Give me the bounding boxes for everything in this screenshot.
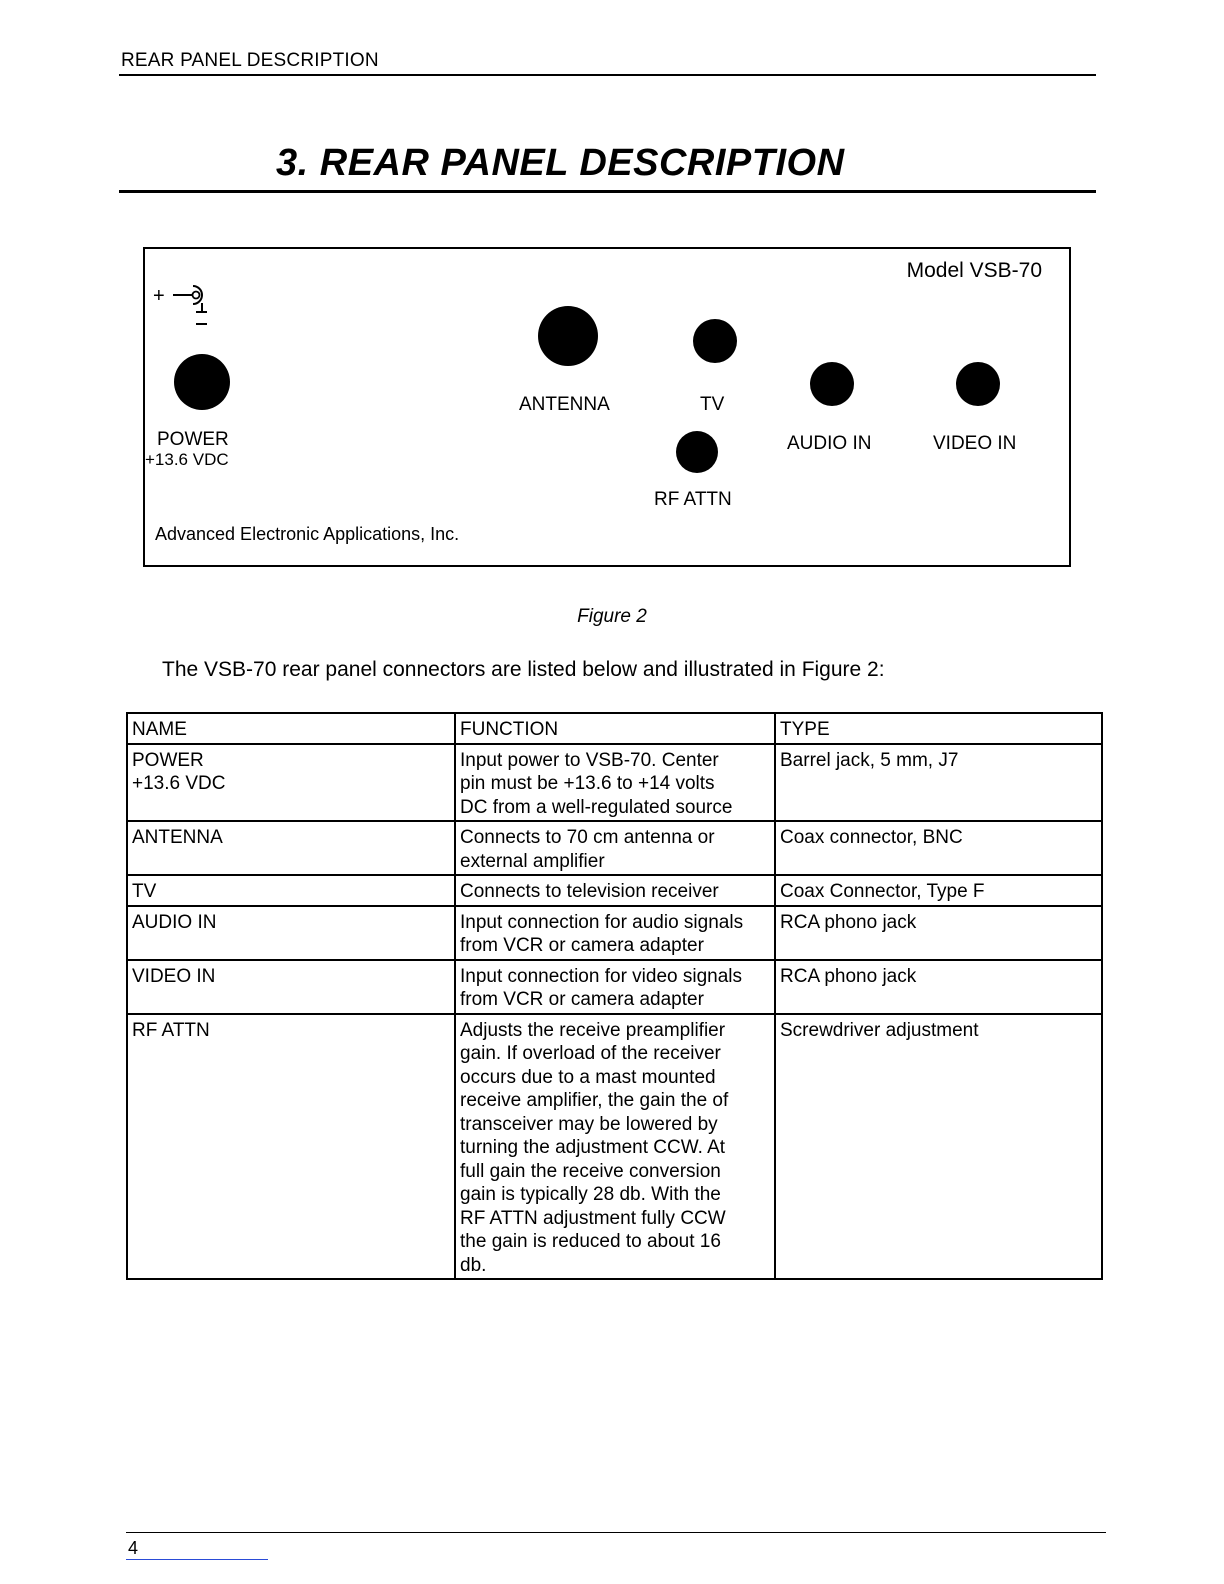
cell-type — [775, 875, 1102, 906]
cell-line: +13.6 VDC — [132, 773, 226, 794]
cell-line: turning the adjustment CCW. At — [460, 1137, 726, 1158]
footer-rule — [126, 1532, 1106, 1533]
cell-line: gain. If overload of the receiver — [460, 1043, 721, 1064]
table-row — [127, 821, 1102, 875]
company-label: Advanced Electronic Applications, Inc. — [155, 524, 460, 544]
cell-line: POWER — [132, 749, 204, 771]
figure-caption: Figure 2 — [577, 606, 647, 627]
cell-function — [455, 821, 775, 875]
cell-line: VIDEO IN — [132, 965, 216, 987]
cell-line: gain is typically 28 db. With the — [460, 1184, 721, 1205]
cell-name — [127, 906, 455, 960]
table-row — [127, 744, 1102, 822]
table-row — [127, 960, 1102, 1014]
cell-line: DC from a well-regulated source — [460, 796, 733, 818]
cell-line: Input power to VSB-70. Center — [460, 749, 719, 771]
cell-line: Input connection for audio signals — [460, 911, 744, 933]
cell-line: from VCR or camera adapter — [460, 989, 704, 1010]
cell-line: Coax Connector, Type F — [780, 881, 985, 902]
rf-attn-label: RF ATTN — [654, 489, 732, 510]
cell-line: external amplifier — [460, 850, 605, 872]
tv-connector — [693, 319, 737, 363]
connector-table — [126, 712, 1103, 1280]
title-rule — [119, 190, 1096, 193]
page-number-underline — [126, 1559, 268, 1560]
power-polarity-icon — [169, 279, 219, 329]
cell-line: Connects to 70 cm antenna or — [460, 827, 715, 848]
cell-name — [127, 875, 455, 906]
cell-line: TV — [132, 881, 157, 902]
cell-type — [775, 744, 1102, 822]
power-label: POWER — [157, 429, 229, 450]
table-row — [127, 1014, 1102, 1280]
antenna-connector — [538, 306, 598, 366]
cell-line: the gain is reduced to about 16 — [460, 1231, 721, 1252]
cell-name — [127, 960, 455, 1014]
cell-line: receive amplifier, the gain the of — [460, 1090, 729, 1111]
header-type: TYPE — [775, 713, 1102, 744]
cell-type — [775, 960, 1102, 1014]
header-name: NAME — [127, 713, 455, 744]
model-label: Model VSB-70 — [906, 259, 1042, 282]
cell-line: RF ATTN adjustment fully CCW — [460, 1207, 726, 1229]
antenna-label: ANTENNA — [519, 394, 610, 415]
cell-type — [775, 1014, 1102, 1280]
power-voltage-label: +13.6 VDC — [145, 450, 229, 469]
cell-line: Adjusts the receive preamplifier — [460, 1019, 726, 1041]
cell-line: full gain the receive conversion — [460, 1160, 721, 1182]
cell-type — [775, 906, 1102, 960]
cell-function — [455, 744, 775, 822]
audio-in-label: AUDIO IN — [787, 433, 872, 454]
rf-attn-control — [676, 431, 718, 473]
running-head: REAR PANEL DESCRIPTION — [121, 50, 379, 71]
header-function: FUNCTION — [455, 713, 775, 744]
video-in-label: VIDEO IN — [933, 433, 1017, 454]
tv-label: TV — [700, 394, 725, 415]
cell-line: Barrel jack, 5 mm, J7 — [780, 749, 959, 771]
cell-line: from VCR or camera adapter — [460, 935, 704, 956]
chapter-title: 3. REAR PANEL DESCRIPTION — [276, 142, 845, 184]
cell-function — [455, 1014, 775, 1280]
rear-panel-figure — [143, 247, 1071, 567]
table-row — [127, 875, 1102, 906]
audio-in-connector — [810, 362, 854, 406]
cell-line: pin must be +13.6 to +14 volts — [460, 773, 715, 794]
power-connector — [174, 354, 230, 410]
cell-line: RF ATTN — [132, 1019, 210, 1041]
cell-name — [127, 821, 455, 875]
cell-line: ANTENNA — [132, 827, 223, 848]
intro-paragraph: The VSB-70 rear panel connectors are listed below and illustrated in Figure 2: — [162, 658, 885, 681]
cell-line: occurs due to a mast mounted — [460, 1066, 716, 1088]
cell-line: db. — [460, 1254, 487, 1276]
cell-line: transceiver may be lowered by — [460, 1113, 718, 1135]
table-row — [127, 906, 1102, 960]
cell-line: RCA phono jack — [780, 965, 917, 987]
cell-function — [455, 875, 775, 906]
polarity-plus: + — [153, 285, 165, 307]
header-rule — [119, 74, 1096, 76]
cell-line: Coax connector, BNC — [780, 827, 963, 848]
table-header-row — [127, 713, 1102, 744]
cell-line: Screwdriver adjustment — [780, 1019, 979, 1041]
cell-function — [455, 960, 775, 1014]
cell-line: Input connection for video signals — [460, 965, 743, 987]
cell-line: Connects to television receiver — [460, 881, 719, 902]
cell-line: RCA phono jack — [780, 911, 917, 933]
cell-name — [127, 744, 455, 822]
page-number: 4 — [128, 1538, 139, 1558]
video-in-connector — [956, 362, 1000, 406]
cell-function — [455, 906, 775, 960]
cell-line: AUDIO IN — [132, 911, 217, 933]
cell-type — [775, 821, 1102, 875]
cell-name — [127, 1014, 455, 1280]
